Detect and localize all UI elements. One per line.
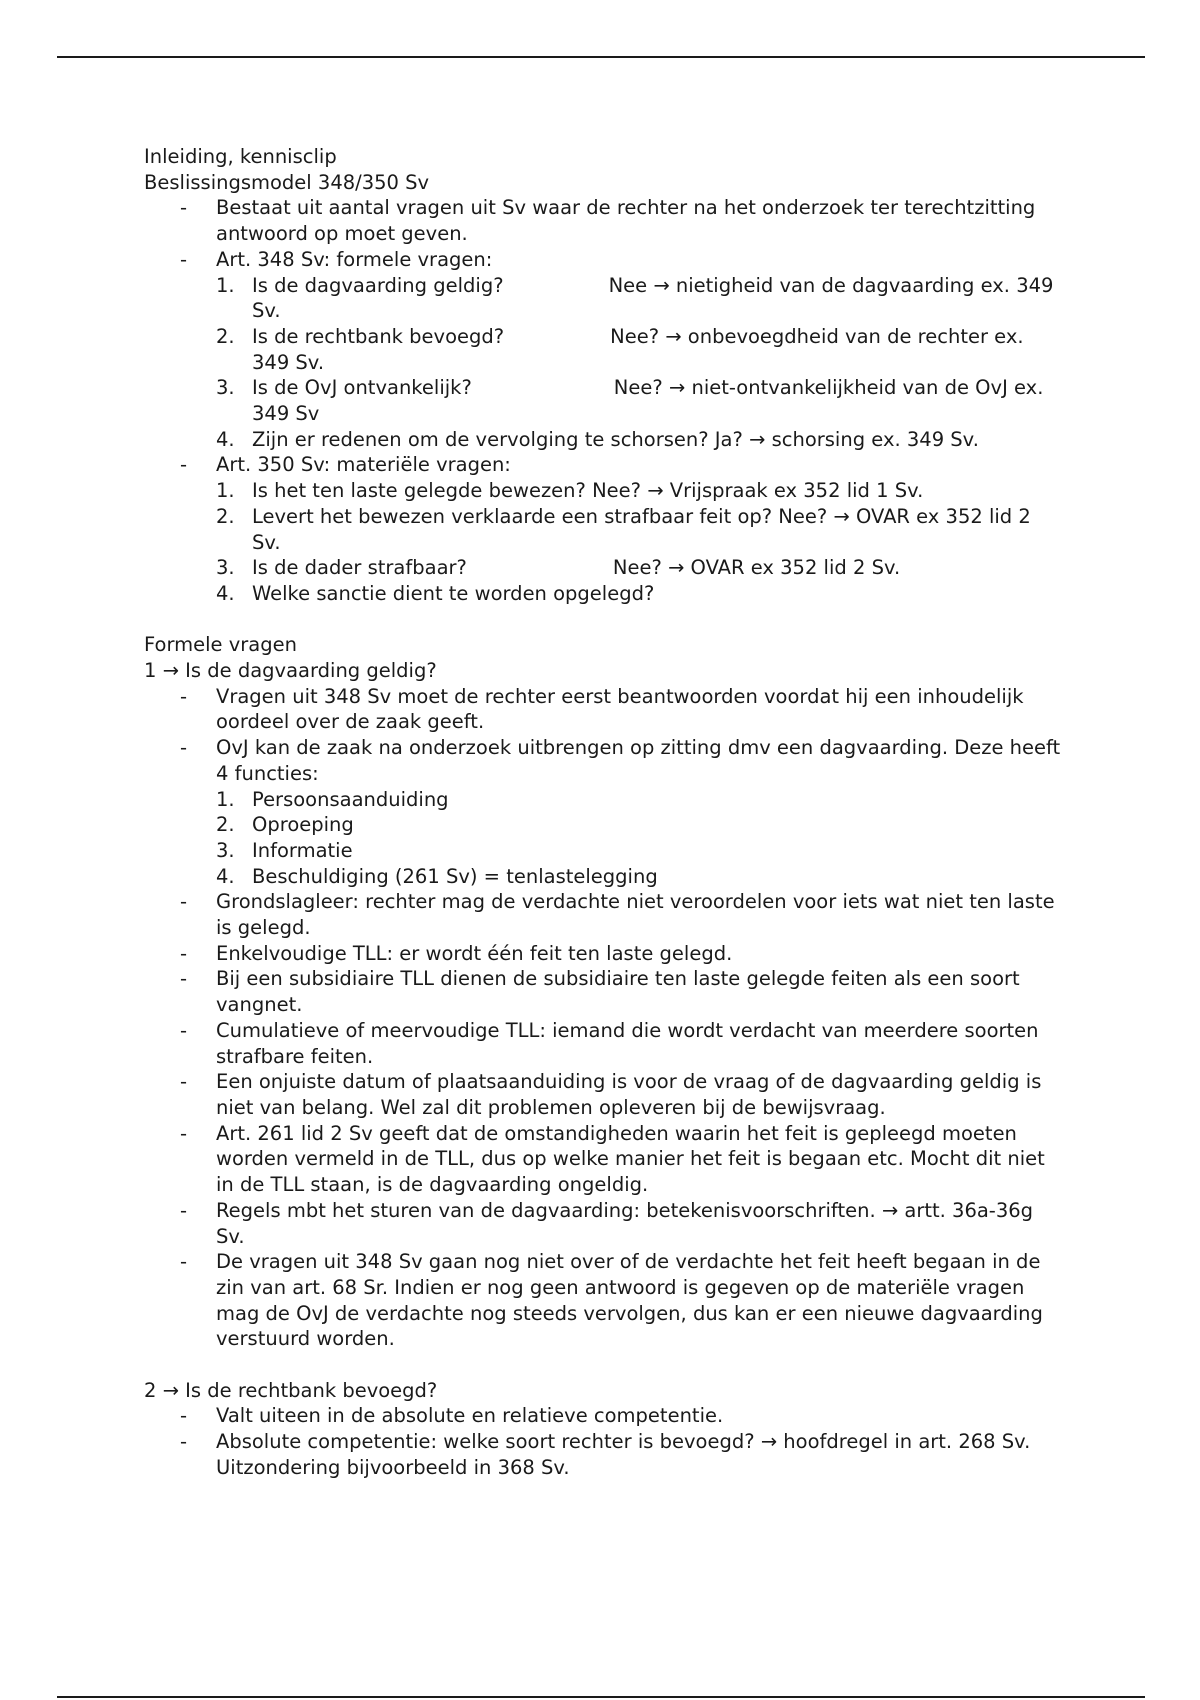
bullet-mark: - xyxy=(180,1018,188,1042)
question-text: Is de OvJ ontvankelijk? Nee? → niet-ontvankelijkheid van de OvJ ex. 349 Sv xyxy=(252,376,1044,426)
bullet-text: De vragen uit 348 Sv gaan nog niet over of de verdachte het feit heeft begaan in de zin van art. 68 Sr. Indien er nog geen antwoord is gegeven op de materiële vragen mag de OvJ de verdachte nog steeds vervolgen, dus kan er een nieuwe dagvaarding verstuurd worden. xyxy=(216,1250,1043,1351)
list-item xyxy=(144,1429,1064,1480)
numbered-item xyxy=(144,375,1064,426)
bullet-text: Art. 261 lid 2 Sv geeft dat de omstandigheden waarin het feit is gepleegd moeten worden vermeld in de TLL, dus op welke manier het feit is begaan etc. Mocht dit niet in de TLL staan, is de dagvaarding ongeldig. xyxy=(216,1121,1045,1197)
question-text: Is de dader strafbaar? Nee? → OVAR ex 352 lid 2 Sv. xyxy=(252,556,901,580)
numbered-item xyxy=(144,787,1064,813)
function-text: Beschuldiging (261 Sv) = tenlastelegging xyxy=(252,864,658,888)
bullet-mark: - xyxy=(180,453,188,477)
question-text: Welke sanctie dient te worden opgelegd? xyxy=(252,581,655,605)
bullet-mark: - xyxy=(180,967,188,991)
footer-rule xyxy=(57,1696,1145,1698)
bullet-text: Bestaat uit aantal vragen uit Sv waar de rechter na het onderzoek ter terechtzitting antwoord op moet geven. xyxy=(216,196,1036,246)
art350-heading: Art. 350 Sv: materiële vragen: xyxy=(216,453,511,477)
bullet-mark: - xyxy=(180,1198,188,1222)
bullet-mark: - xyxy=(180,1070,188,1094)
bullet-text: Cumulatieve of meervoudige TLL: iemand die wordt verdacht van meerdere soorten strafbare feiten. xyxy=(216,1018,1039,1068)
bullet-mark: - xyxy=(180,890,188,914)
list-item xyxy=(144,1249,1064,1352)
item-number: 4. xyxy=(216,864,235,888)
numbered-item xyxy=(144,838,1064,864)
question-text: Levert het bewezen verklaarde een strafbaar feit op? Nee? → OVAR ex 352 lid 2 Sv. xyxy=(252,504,1031,554)
list-item xyxy=(144,452,1064,478)
item-number: 1. xyxy=(216,479,235,503)
bullet-text: Vragen uit 348 Sv moet de rechter eerst beantwoorden voordat hij een inhoudelijk oordeel over de zaak geeft. xyxy=(216,684,1024,734)
section-title-beslissingsmodel: Beslissingsmodel 348/350 Sv xyxy=(144,170,430,194)
blank-line xyxy=(144,607,1064,633)
list-item xyxy=(144,1121,1064,1198)
list-item xyxy=(144,684,1064,735)
bullet-mark: - xyxy=(180,1430,188,1454)
header-rule xyxy=(57,56,1145,58)
numbered-item xyxy=(144,273,1064,324)
item-number: 4. xyxy=(216,427,235,451)
blank-line xyxy=(144,1352,1064,1378)
item-number: 1. xyxy=(216,273,235,297)
numbered-item xyxy=(144,504,1064,555)
bullet-text: Valt uiteen in de absolute en relatieve competentie. xyxy=(216,1404,724,1428)
numbered-item xyxy=(144,812,1064,838)
bullet-text: Enkelvoudige TLL: er wordt één feit ten laste gelegd. xyxy=(216,941,733,965)
subsection-title-q2: 2 → Is de rechtbank bevoegd? xyxy=(144,1378,438,1402)
question-text: Zijn er redenen om de vervolging te schorsen? Ja? → schorsing ex. 349 Sv. xyxy=(252,427,979,451)
section-title-formele: Formele vragen xyxy=(144,633,297,657)
question-text: Is de dagvaarding geldig? Nee → nietigheid van de dagvaarding ex. 349 Sv. xyxy=(252,273,1054,323)
section-title-inleiding: Inleiding, kennisclip xyxy=(144,145,337,168)
bullet-text: Een onjuiste datum of plaatsaanduiding is voor de vraag of de dagvaarding geldig is niet van belang. Wel zal dit problemen opleveren bij de bewijsvraag. xyxy=(216,1070,1042,1119)
list-item xyxy=(144,1403,1064,1429)
bullet-mark: - xyxy=(180,941,188,965)
art348-heading: Art. 348 Sv: formele vragen: xyxy=(216,247,493,271)
list-item xyxy=(144,735,1064,786)
bullet-mark: - xyxy=(180,196,188,220)
subsection-title-q1: 1 → Is de dagvaarding geldig? xyxy=(144,659,437,683)
numbered-item xyxy=(144,581,1064,607)
function-text: Oproeping xyxy=(252,813,354,837)
bullet-mark: - xyxy=(180,1121,188,1145)
function-text: Persoonsaanduiding xyxy=(252,787,449,811)
numbered-item xyxy=(144,555,1064,581)
numbered-item xyxy=(144,864,1064,890)
list-item xyxy=(144,1069,1064,1120)
item-number: 3. xyxy=(216,838,235,862)
list-item xyxy=(144,1018,1064,1069)
list-item xyxy=(144,889,1064,940)
bullet-mark: - xyxy=(180,684,188,708)
question-text: Is het ten laste gelegde bewezen? Nee? → Vrijspraak ex 352 lid 1 Sv. xyxy=(252,479,924,503)
item-number: 2. xyxy=(216,813,235,837)
numbered-item xyxy=(144,478,1064,504)
list-item xyxy=(144,247,1064,273)
bullet-mark: - xyxy=(180,1250,188,1274)
bullet-text: Regels mbt het sturen van de dagvaarding: betekenisvoorschriften. → artt. 36a-36g Sv. xyxy=(216,1198,1034,1248)
numbered-item xyxy=(144,427,1064,453)
item-number: 2. xyxy=(216,504,235,528)
bullet-text: Bij een subsidiaire TLL dienen de subsidiaire ten laste gelegde feiten als een soort vangnet. xyxy=(216,967,1020,1017)
list-item xyxy=(144,1198,1064,1249)
item-number: 1. xyxy=(216,787,235,811)
bullet-text: Grondslagleer: rechter mag de verdachte niet veroordelen voor iets wat niet ten laste is gelegd. xyxy=(216,890,1055,940)
list-item xyxy=(144,941,1064,967)
numbered-item xyxy=(144,324,1064,375)
question-text: Is de rechtbank bevoegd? Nee? → onbevoegdheid van de rechter ex. 349 Sv. xyxy=(252,324,1024,374)
function-text: Informatie xyxy=(252,838,353,862)
item-number: 4. xyxy=(216,581,235,605)
bullet-mark: - xyxy=(180,247,188,271)
document-body xyxy=(144,144,1064,1481)
item-number: 3. xyxy=(216,376,235,400)
list-item xyxy=(144,195,1064,246)
bullet-mark: - xyxy=(180,736,188,760)
list-item xyxy=(144,966,1064,1017)
bullet-text: OvJ kan de zaak na onderzoek uitbrengen op zitting dmv een dagvaarding. Deze heeft 4 functies: xyxy=(216,736,1061,785)
item-number: 2. xyxy=(216,324,235,348)
bullet-text: Absolute competentie: welke soort rechter is bevoegd? → hoofdregel in art. 268 Sv. Uitzondering bijvoorbeeld in 368 Sv. xyxy=(216,1430,1031,1479)
item-number: 3. xyxy=(216,556,235,580)
bullet-mark: - xyxy=(180,1404,188,1428)
